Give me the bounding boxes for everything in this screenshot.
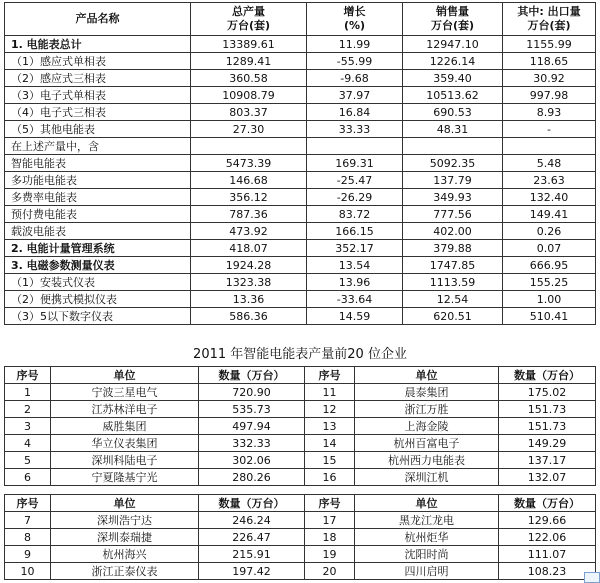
header-growth: 增长 (%) xyxy=(307,3,403,36)
header-seq: 序号 xyxy=(305,495,355,512)
export-cell: 118.65 xyxy=(503,53,596,70)
product-name-cell: 多费率电能表 xyxy=(5,189,191,206)
total-output-cell: 1924.28 xyxy=(191,257,307,274)
table-row xyxy=(5,155,596,172)
rank-seq-cell: 18 xyxy=(305,529,355,546)
table-row xyxy=(5,172,596,189)
rank-quantity-cell: 149.29 xyxy=(499,435,596,452)
rank-seq-cell: 17 xyxy=(305,512,355,529)
header-quantity: 数量（万台） xyxy=(499,495,596,512)
rank-quantity-cell: 720.90 xyxy=(199,384,305,401)
total-output-cell: 586.36 xyxy=(191,308,307,325)
rank-seq-cell: 20 xyxy=(305,563,355,580)
product-name-cell: （1）安装式仪表 xyxy=(5,274,191,291)
rank-seq-cell: 1 xyxy=(5,384,51,401)
rank-unit-cell: 晨泰集团 xyxy=(355,384,499,401)
sales-cell: 12947.10 xyxy=(403,36,503,53)
header-seq: 序号 xyxy=(5,495,51,512)
rank-quantity-cell: 226.47 xyxy=(199,529,305,546)
sales-cell: 48.31 xyxy=(403,121,503,138)
rank-seq-cell: 11 xyxy=(305,384,355,401)
rank-quantity-cell: 151.73 xyxy=(499,401,596,418)
total-output-cell: 1323.38 xyxy=(191,274,307,291)
rank-unit-cell: 华立仪表集团 xyxy=(51,435,199,452)
rank-seq-cell: 15 xyxy=(305,452,355,469)
table-row xyxy=(5,257,596,274)
header-unit: 单位 xyxy=(51,367,199,384)
growth-cell: 13.96 xyxy=(307,274,403,291)
production-table-header xyxy=(5,3,596,36)
table-row xyxy=(5,546,596,563)
rank-seq-cell: 14 xyxy=(305,435,355,452)
table-row xyxy=(5,121,596,138)
growth-cell: 166.15 xyxy=(307,223,403,240)
total-output-cell xyxy=(191,138,307,155)
selection-corner-icon[interactable] xyxy=(584,572,600,583)
growth-cell: 83.72 xyxy=(307,206,403,223)
table-row xyxy=(5,274,596,291)
export-cell: 8.93 xyxy=(503,104,596,121)
sales-cell: 379.88 xyxy=(403,240,503,257)
rank-unit-cell: 杭州西力电能表 xyxy=(355,452,499,469)
product-name-cell: 载波电能表 xyxy=(5,223,191,240)
total-output-cell: 13.36 xyxy=(191,291,307,308)
rank-quantity-cell: 108.23 xyxy=(499,563,596,580)
rank-unit-cell: 黑龙江龙电 xyxy=(355,512,499,529)
rank-seq-cell: 6 xyxy=(5,469,51,486)
product-name-cell: 多功能电能表 xyxy=(5,172,191,189)
table-row xyxy=(5,563,596,580)
product-name-cell: （4）电子式三相表 xyxy=(5,104,191,121)
rank-seq-cell: 8 xyxy=(5,529,51,546)
export-cell: 0.26 xyxy=(503,223,596,240)
export-cell: 155.25 xyxy=(503,274,596,291)
product-name-cell: （3）5以下数字仪表 xyxy=(5,308,191,325)
rank-quantity-cell: 137.17 xyxy=(499,452,596,469)
header-product-name: 产品名称 xyxy=(5,3,191,36)
rank-quantity-cell: 129.66 xyxy=(499,512,596,529)
sales-cell: 620.51 xyxy=(403,308,503,325)
rank-seq-cell: 4 xyxy=(5,435,51,452)
sales-cell xyxy=(403,138,503,155)
ranking-body-part2 xyxy=(5,512,596,580)
growth-cell: 13.54 xyxy=(307,257,403,274)
rank-unit-cell: 浙江万胜 xyxy=(355,401,499,418)
total-output-cell: 10908.79 xyxy=(191,87,307,104)
table-row xyxy=(5,240,596,257)
table-row xyxy=(5,435,596,452)
table-row xyxy=(5,36,596,53)
header-seq: 序号 xyxy=(5,367,51,384)
sales-cell: 1113.59 xyxy=(403,274,503,291)
table-row xyxy=(5,138,596,155)
total-output-cell: 360.58 xyxy=(191,70,307,87)
product-name-cell: 在上述产量中，含 xyxy=(5,138,191,155)
rank-unit-cell: 沈阳时尚 xyxy=(355,546,499,563)
growth-cell: -26.29 xyxy=(307,189,403,206)
sales-cell: 402.00 xyxy=(403,223,503,240)
product-name-cell: 预付费电能表 xyxy=(5,206,191,223)
table-row xyxy=(5,70,596,87)
total-output-cell: 803.37 xyxy=(191,104,307,121)
rank-seq-cell: 5 xyxy=(5,452,51,469)
sales-cell: 5092.35 xyxy=(403,155,503,172)
table-row xyxy=(5,401,596,418)
product-name-cell: 1. 电能表总计 xyxy=(5,36,191,53)
table-row xyxy=(5,104,596,121)
header-unit: 单位 xyxy=(355,367,499,384)
export-cell: 23.63 xyxy=(503,172,596,189)
header-quantity: 数量（万台） xyxy=(499,367,596,384)
growth-cell: -9.68 xyxy=(307,70,403,87)
table-row xyxy=(5,223,596,240)
rank-unit-cell: 杭州炬华 xyxy=(355,529,499,546)
header-quantity: 数量（万台） xyxy=(199,495,305,512)
production-table-body xyxy=(5,36,596,325)
rank-unit-cell: 深圳浩宁达 xyxy=(51,512,199,529)
sales-cell: 690.53 xyxy=(403,104,503,121)
table-row xyxy=(5,418,596,435)
export-cell xyxy=(503,138,596,155)
rank-quantity-cell: 302.06 xyxy=(199,452,305,469)
table-row xyxy=(5,291,596,308)
total-output-cell: 473.92 xyxy=(191,223,307,240)
table-row xyxy=(5,308,596,325)
product-name-cell: （1）感应式单相表 xyxy=(5,53,191,70)
rank-quantity-cell: 175.02 xyxy=(499,384,596,401)
growth-cell: 352.17 xyxy=(307,240,403,257)
export-cell: 132.40 xyxy=(503,189,596,206)
table-row xyxy=(5,87,596,104)
rank-seq-cell: 7 xyxy=(5,512,51,529)
rank-seq-cell: 9 xyxy=(5,546,51,563)
growth-cell: 33.33 xyxy=(307,121,403,138)
export-cell: - xyxy=(503,121,596,138)
rank-quantity-cell: 497.94 xyxy=(199,418,305,435)
rank-quantity-cell: 280.26 xyxy=(199,469,305,486)
export-cell: 510.41 xyxy=(503,308,596,325)
total-output-cell: 418.07 xyxy=(191,240,307,257)
rank-unit-cell: 深圳江机 xyxy=(355,469,499,486)
table-row xyxy=(5,529,596,546)
rank-unit-cell: 杭州百富电子 xyxy=(355,435,499,452)
production-table xyxy=(4,2,596,325)
table-row xyxy=(5,452,596,469)
total-output-cell: 787.36 xyxy=(191,206,307,223)
product-name-cell: （2）感应式三相表 xyxy=(5,70,191,87)
export-cell: 149.41 xyxy=(503,206,596,223)
ranking-header-row xyxy=(5,367,596,384)
product-name-cell: 3. 电磁参数测量仪表 xyxy=(5,257,191,274)
rank-quantity-cell: 197.42 xyxy=(199,563,305,580)
export-cell: 997.98 xyxy=(503,87,596,104)
rank-quantity-cell: 151.73 xyxy=(499,418,596,435)
rank-quantity-cell: 132.07 xyxy=(499,469,596,486)
rank-quantity-cell: 332.33 xyxy=(199,435,305,452)
total-output-cell: 5473.39 xyxy=(191,155,307,172)
rank-quantity-cell: 111.07 xyxy=(499,546,596,563)
header-quantity: 数量（万台） xyxy=(199,367,305,384)
sales-cell: 137.79 xyxy=(403,172,503,189)
total-output-cell: 146.68 xyxy=(191,172,307,189)
export-cell: 1.00 xyxy=(503,291,596,308)
growth-cell: 16.84 xyxy=(307,104,403,121)
header-sales: 销售量 万台(套) xyxy=(403,3,503,36)
total-output-cell: 356.12 xyxy=(191,189,307,206)
rank-seq-cell: 10 xyxy=(5,563,51,580)
growth-cell: 37.97 xyxy=(307,87,403,104)
product-name-cell: （3）电子式单相表 xyxy=(5,87,191,104)
product-name-cell: （5）其他电能表 xyxy=(5,121,191,138)
growth-cell: -55.99 xyxy=(307,53,403,70)
export-cell: 1155.99 xyxy=(503,36,596,53)
rank-unit-cell: 四川启明 xyxy=(355,563,499,580)
growth-cell: -33.64 xyxy=(307,291,403,308)
table-row xyxy=(5,189,596,206)
product-name-cell: 2. 电能计量管理系统 xyxy=(5,240,191,257)
table-row xyxy=(5,53,596,70)
rank-unit-cell: 浙江正泰仪表 xyxy=(51,563,199,580)
rank-seq-cell: 13 xyxy=(305,418,355,435)
rank-unit-cell: 深圳泰瑞捷 xyxy=(51,529,199,546)
rank-seq-cell: 2 xyxy=(5,401,51,418)
total-output-cell: 1289.41 xyxy=(191,53,307,70)
growth-cell: 11.99 xyxy=(307,36,403,53)
table-row xyxy=(5,512,596,529)
rank-unit-cell: 深圳科陆电子 xyxy=(51,452,199,469)
header-unit: 单位 xyxy=(355,495,499,512)
ranking-table-part2 xyxy=(4,494,596,580)
product-name-cell: 智能电能表 xyxy=(5,155,191,172)
ranking-body-part1 xyxy=(5,384,596,486)
export-cell: 30.92 xyxy=(503,70,596,87)
rank-quantity-cell: 246.24 xyxy=(199,512,305,529)
rank-unit-cell: 宁夏隆基宁光 xyxy=(51,469,199,486)
rank-unit-cell: 宁波三星电气 xyxy=(51,384,199,401)
sales-cell: 12.54 xyxy=(403,291,503,308)
sales-cell: 1226.14 xyxy=(403,53,503,70)
rank-unit-cell: 江苏林洋电子 xyxy=(51,401,199,418)
header-seq: 序号 xyxy=(305,367,355,384)
rank-quantity-cell: 122.06 xyxy=(499,529,596,546)
ranking-caption: 2011 年智能电能表产量前20 位企业 xyxy=(193,347,407,362)
total-output-cell: 27.30 xyxy=(191,121,307,138)
total-output-cell: 13389.61 xyxy=(191,36,307,53)
rank-quantity-cell: 215.91 xyxy=(199,546,305,563)
table-row xyxy=(5,384,596,401)
sales-cell: 777.56 xyxy=(403,206,503,223)
rank-unit-cell: 上海金陵 xyxy=(355,418,499,435)
rank-unit-cell: 杭州海兴 xyxy=(51,546,199,563)
sales-cell: 349.93 xyxy=(403,189,503,206)
ranking-header-row xyxy=(5,495,596,512)
table-row xyxy=(5,469,596,486)
export-cell: 0.07 xyxy=(503,240,596,257)
header-unit: 单位 xyxy=(51,495,199,512)
header-total-output: 总产量 万台(套) xyxy=(191,3,307,36)
rank-unit-cell: 威胜集团 xyxy=(51,418,199,435)
sales-cell: 359.40 xyxy=(403,70,503,87)
export-cell: 5.48 xyxy=(503,155,596,172)
export-cell: 666.95 xyxy=(503,257,596,274)
header-export: 其中: 出口量 万台(套) xyxy=(503,3,596,36)
rank-seq-cell: 12 xyxy=(305,401,355,418)
growth-cell: 169.31 xyxy=(307,155,403,172)
growth-cell: -25.47 xyxy=(307,172,403,189)
rank-seq-cell: 3 xyxy=(5,418,51,435)
rank-seq-cell: 16 xyxy=(305,469,355,486)
ranking-table-part1 xyxy=(4,366,596,486)
rank-quantity-cell: 535.73 xyxy=(199,401,305,418)
product-name-cell: （2）便携式模拟仪表 xyxy=(5,291,191,308)
sales-cell: 10513.62 xyxy=(403,87,503,104)
rank-seq-cell: 19 xyxy=(305,546,355,563)
table-row xyxy=(5,206,596,223)
growth-cell: 14.59 xyxy=(307,308,403,325)
sales-cell: 1747.85 xyxy=(403,257,503,274)
growth-cell xyxy=(307,138,403,155)
